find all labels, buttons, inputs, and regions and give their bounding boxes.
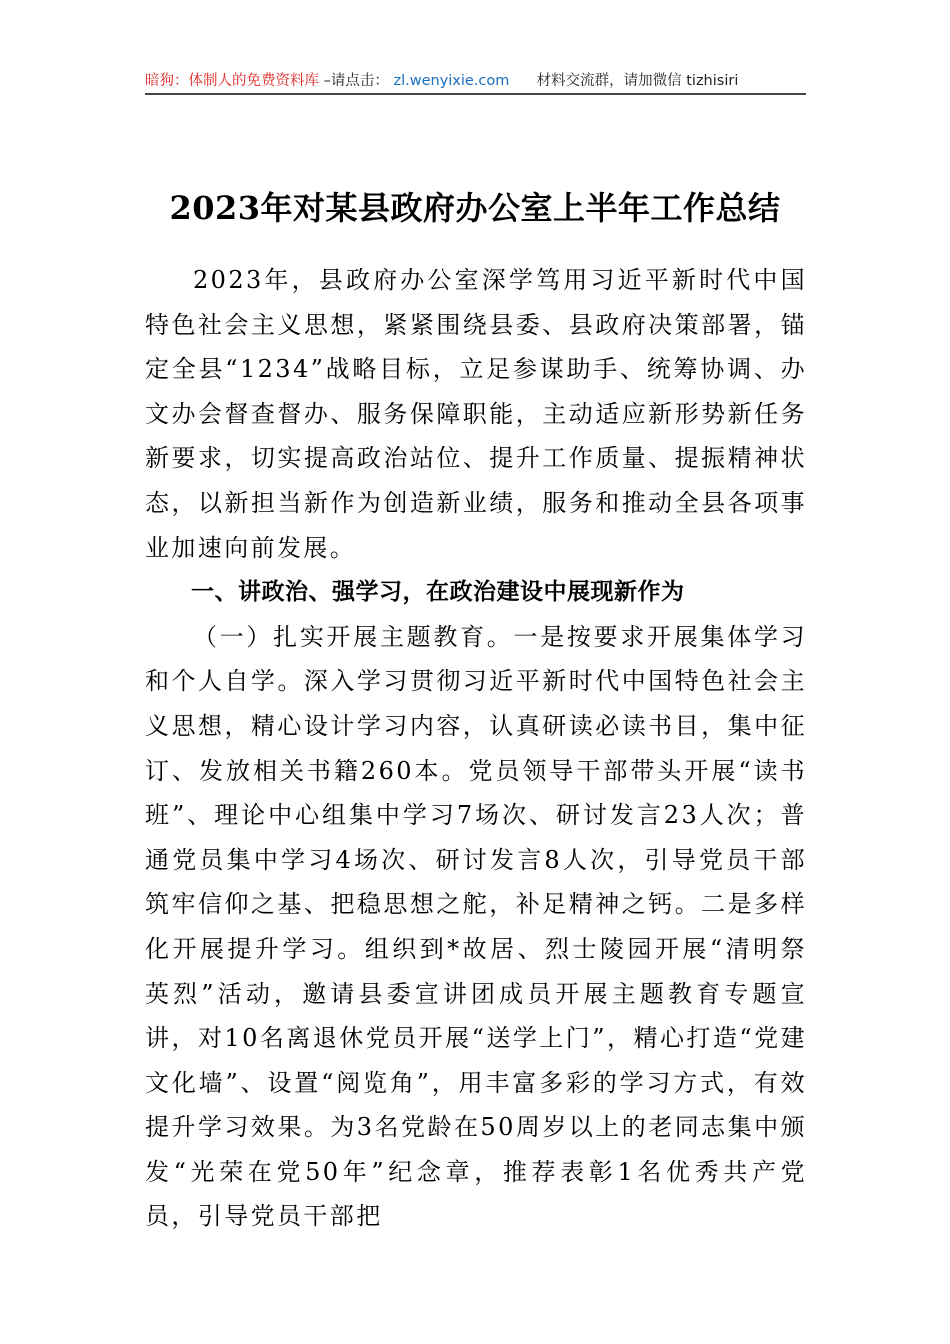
click-prompt: –请点击： [323, 73, 389, 89]
document-body [145, 258, 807, 1239]
wechat-note: 材料交流群，请加微信 tizhisiri [536, 73, 739, 89]
section-heading: 一、讲政治、强学习，在政治建设中展现新作为 [191, 579, 685, 606]
intro-paragraph: 2023年，县政府办公室深学笃用习近平新时代中国特色社会主义思想，紧紧围绕县委、县政府决策部署，锚定全县“1234”战略目标，立足参谋助手、统筹协调、办文办会督查督办、服务保障职能，主动适应新形势新任务新要求，切实提高政治站位、提升工作质量、提振精神状态，以新担当新作为创造新业绩，服务和推动全县各项事业加速向前发展。 [145, 266, 807, 562]
document-title: 2023年对某县政府办公室上半年工作总结 [169, 189, 781, 228]
header-divider [145, 93, 806, 95]
promo-text: 暗狗：体制人的免费资料库 [145, 73, 319, 89]
website-link[interactable]: zl.wenyixie.com [393, 73, 510, 89]
page-header-banner [145, 70, 805, 92]
section-paragraph: （一）扎实开展主题教育。一是按要求开展集体学习和个人自学。深入学习贯彻习近平新时代中国特色社会主义思想，精心设计学习内容，认真研读必读书目，集中征订、发放相关书籍260本。党员领导干部带头开展“读书班”、理论中心组集中学习7场次、研讨发言23人次；普通党员集中学习4场次、研讨发言8人次，引导党员干部筑牢信仰之基、把稳思想之舵，补足精神之钙。二是多样化开展提升学习。组织到*故居、烈士陵园开展“清明祭英烈”活动，邀请县委宣讲团成员开展主题教育专题宣讲，对10名离退休党员开展“送学上门”，精心打造“党建文化墙”、设置“阅览角”，用丰富多彩的学习方式，有效提升学习效果。为3名党龄在50周岁以上的老同志集中颁发“光荣在党50年”纪念章，推荐表彰1名优秀共产党员，引导党员干部把 [145, 622, 807, 1231]
